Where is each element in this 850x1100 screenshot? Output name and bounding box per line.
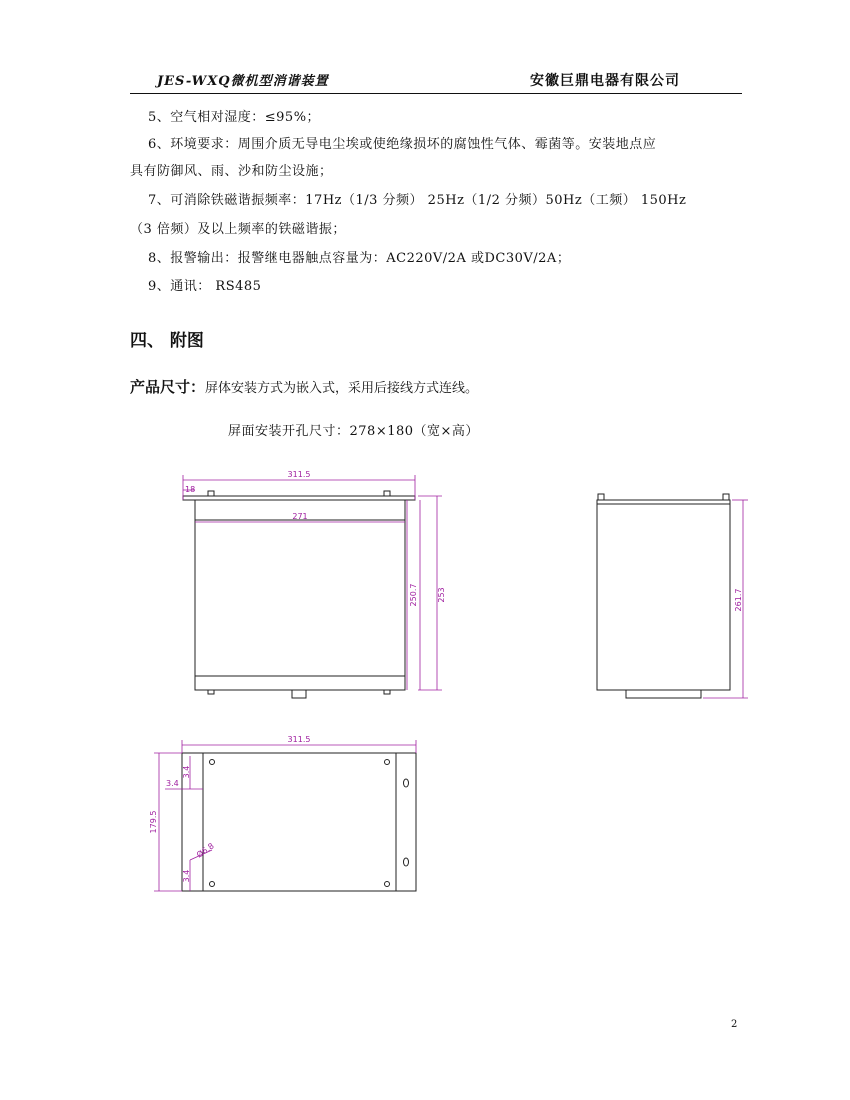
front-width-dim: 311.5 [287,470,311,479]
top-width-dim: 311.5 [287,735,311,744]
page-number: 2 [731,1019,738,1030]
top-offset-dim-2: 3.4 [182,765,191,779]
spec-line-frequency: 7、可消除铁磁谐振频率：17Hz（1/3 分频） 25Hz（1/2 分频）50Hz（工频） 150Hz [148,193,687,208]
section-heading: 四、 附图 [130,331,204,351]
product-size-label: 产品尺寸： [130,378,206,396]
front-inner-dim: 271 [292,512,308,521]
product-size-text: 屏体安装方式为嵌入式，采用后接线方式连线。 [205,381,479,396]
spec-line-humidity: 5、空气相对湿度：≤95%； [148,110,321,125]
spec-line-environment-cont: 具有防御风、雨、沙和防尘设施； [130,164,333,179]
hole-diameter-dim: Ø6.8 [194,841,216,860]
side-height-dim: 261.7 [734,588,743,612]
spec-line-frequency-cont: （3 倍频）及以上频率的铁磁谐振； [130,222,346,237]
spec-line-alarm: 8、报警输出：报警继电器触点容量为：AC220V/2A 或DC30V/2A； [148,251,571,266]
top-offset-dim-1: 3.4 [166,779,179,788]
header-doc-title: JES-WXQ微机型消谐装置 [157,74,329,89]
spec-line-environment: 6、环境要求：周围介质无导电尘埃或使绝缘损坏的腐蚀性气体、霉菌等。安装地点应 [148,137,657,152]
header-company: 安徽巨鼎电器有限公司 [530,73,680,89]
cutout-size-text: 屏面安装开孔尺寸：278×180（宽×高） [228,424,479,439]
front-height-dim-2: 253 [437,587,446,603]
top-height-dim: 179.5 [149,810,158,834]
front-height-dim-1: 250.7 [409,583,418,607]
top-offset-dim-3: 3.4 [182,869,191,883]
spec-line-comm: 9、通讯： RS485 [148,279,262,294]
front-edge-dim: 18 [185,485,196,494]
